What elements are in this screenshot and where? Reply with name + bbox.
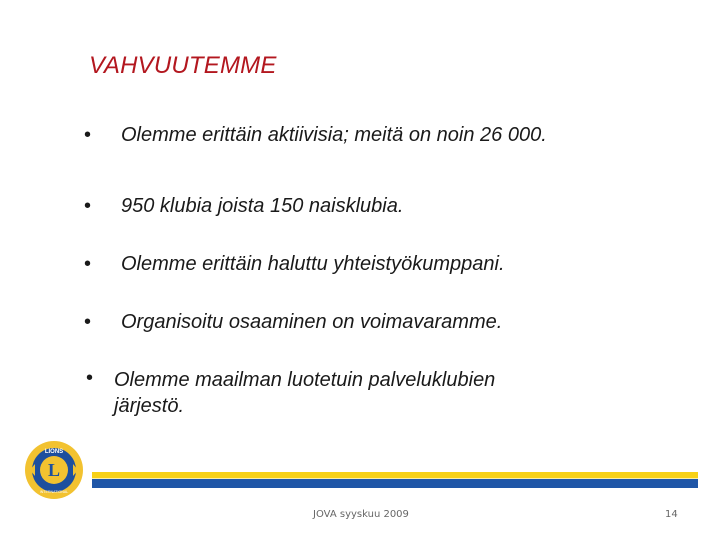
bullet-dot: •: [84, 253, 92, 275]
bullet-dot: •: [86, 367, 94, 389]
emblem-bottom-text: INTERNATIONAL: [39, 490, 69, 494]
emblem-letter: L: [47, 460, 61, 480]
footer-stripe: [92, 472, 698, 488]
footer-text: JOVA syyskuu 2009: [313, 509, 409, 520]
page-number: 14: [665, 509, 678, 520]
bullet-item: [86, 367, 666, 419]
bullet-dot: •: [84, 311, 92, 333]
bullet-dot: •: [84, 124, 92, 146]
bullet-text: Organisoitu osaaminen on voimavaramme.: [121, 311, 503, 333]
bullet-text-line: järjestö.: [114, 395, 185, 417]
lions-club-emblem-icon: [24, 440, 84, 500]
bullet-text: Olemme erittäin haluttu yhteistyökumppani.: [121, 253, 505, 275]
bullet-text-line: Olemme maailman luotetuin palveluklubien: [114, 369, 496, 391]
bullet-text: 950 klubia joista 150 naisklubia.: [121, 195, 404, 217]
emblem-top-text: LIONS: [44, 449, 64, 455]
bullet-text: Olemme erittäin aktiivisia; meitä on noin 26 000.: [121, 124, 547, 146]
footer-stripe-blue: [92, 479, 698, 488]
slide-title: VAHVUUTEMME: [89, 52, 277, 79]
bullet-dot: •: [84, 195, 92, 217]
